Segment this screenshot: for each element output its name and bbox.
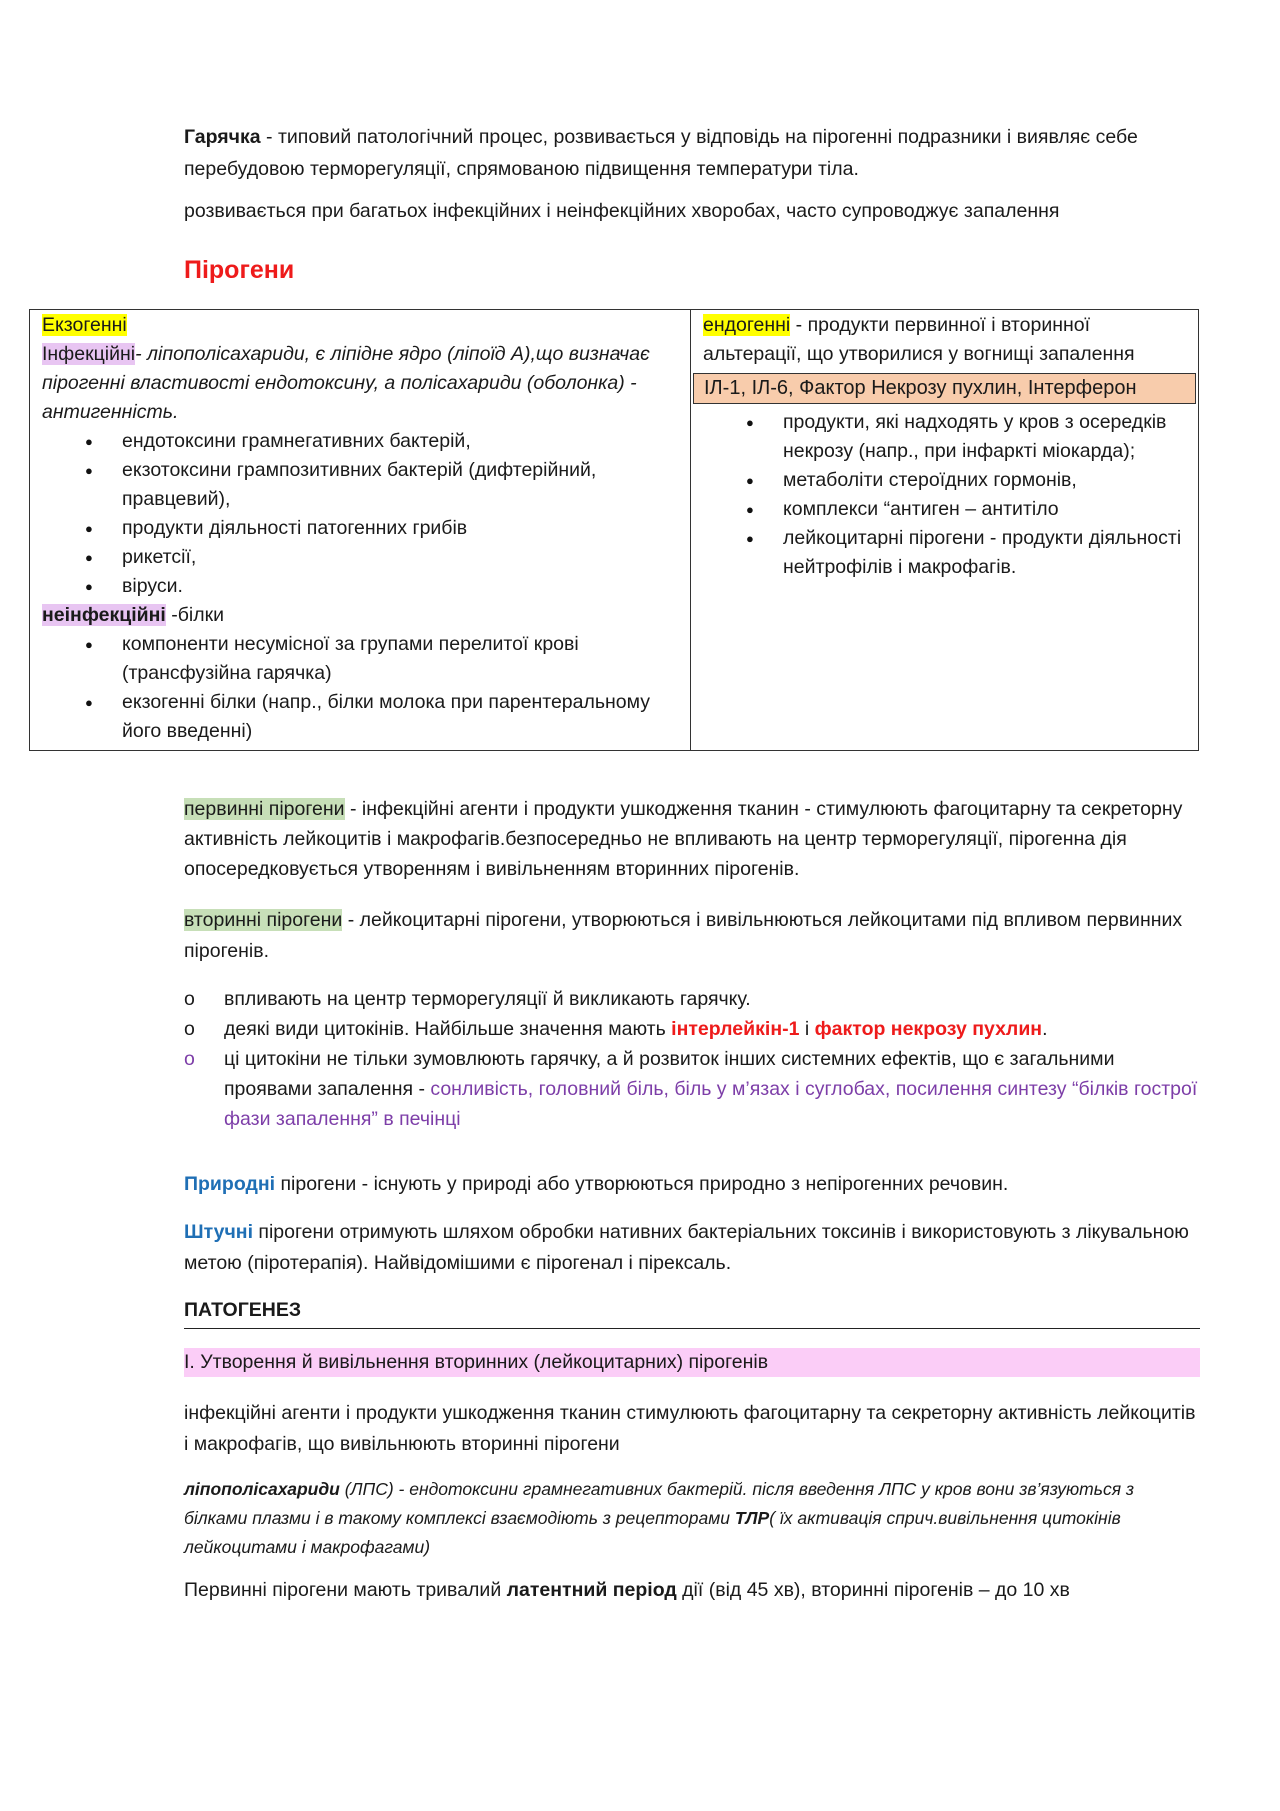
- step1-heading: І. Утворення й вивільнення вторинних (лейкоцитарних) пірогенів: [184, 1348, 1200, 1377]
- pathogenesis-title-block: [184, 1296, 1200, 1329]
- section-heading-pyrogens: Пірогени: [184, 256, 295, 284]
- list-item: ● рикетсії,: [122, 543, 678, 572]
- artificial-label: Штучні: [184, 1221, 253, 1243]
- exogenous-cell: Екзогенні Інфекційні- ліпополісахариди, є ліпідне ядро (ліпоїд А),що визначає пірогенні властивості ендотоксину, а полісахариди (оболонка) - антигенність. ● ендотоксини грамнегативних бактерій, ● екзотоксини грампозитивних бактерій (дифтерійний, правцевий), ● продукти діяльності патогенних грибів ● рикетсії, ● віруси. неінфекційні -білки ● компоненти несумісної за групами перелитої крові (трансфузійна гарячка) ● екзогенні білки (напр., білки молока при парентеральному його введенні): [30, 310, 691, 751]
- intro-section: [184, 121, 1200, 226]
- infectious-list: [42, 427, 678, 601]
- intro-definition: Гарячка - типовий патологічний процес, розвивається у відповідь на пірогенні подразники і виявляє себе перебудовою терморегуляції, спрямованою підвищення температури тіла.: [184, 126, 1138, 180]
- pathogenesis-title: ПАТОГЕНЕЗ: [184, 1296, 1200, 1329]
- latent-period-block: [184, 1576, 1200, 1605]
- pyrogens-table: [29, 309, 1199, 751]
- infectious-text: - ліпополісахариди, є ліпідне ядро (ліпоїд А),що визначає пірогенні властивості ендотоксину, а полісахариди (оболонка) - антигенність.: [42, 343, 650, 423]
- noninfectious-label: неінфекційні: [42, 604, 166, 626]
- latent-period-term: латентний період: [506, 1579, 677, 1601]
- list-item: ● екзогенні білки (напр., білки молока при парентеральному його введенні): [122, 688, 678, 746]
- list-item: ● ендотоксини грамнегативних бактерій,: [122, 427, 678, 456]
- artificial-pyrogens-paragraph: Штучні пірогени отримують шляхом обробки нативних бактеріальних токсинів і використовують з лікувальною метою (піротерапія). Найвідомішими є пірогенал і пірексаль.: [184, 1221, 1189, 1274]
- effects-list-section: [184, 984, 1200, 1134]
- list-item: o деякі види цитокінів. Найбільше значення мають інтерлейкін-1 і фактор некрозу пухлин.: [224, 1014, 1200, 1044]
- secondary-pyrogens-paragraph: вторинні пірогени - лейкоцитарні пірогени, утворюються і вивільнюються лейкоцитами під впливом первинних пірогенів.: [184, 909, 1183, 962]
- list-item: ● метаболіти стероїдних гормонів,: [783, 466, 1186, 495]
- effects-list: [184, 984, 1200, 1134]
- intro-line2: розвивається при багатьох інфекційних і неінфекційних хворобах, часто супроводжує запалення: [184, 200, 1060, 222]
- lps-note: ліпополісахариди (ЛПС) - ендотоксини грамнегативних бактерій. після введення ЛПС у кров вони зв’язуються з білками плазми і в такому комплексі взаємодіють з рецепторами ТЛР( їх активація сприч.вивільнення цитокінів лейкоцитами і макрофагами): [184, 1479, 1135, 1557]
- noninfectious-list: [42, 630, 678, 746]
- endogenous-list: [703, 408, 1186, 582]
- list-item: ● комплекси “антиген – антитіло: [783, 495, 1186, 524]
- pathogenesis-step1-block: [184, 1348, 1200, 1377]
- infectious-label: Інфекційні: [42, 343, 136, 365]
- natural-label: Природні: [184, 1173, 276, 1195]
- interleukin-term: інтерлейкін-1: [671, 1018, 800, 1040]
- list-item: ● компоненти несумісної за групами перелитої крові (трансфузійна гарячка): [122, 630, 678, 688]
- list-item: o ці цитокіни не тільки зумовлюють гарячку, а й розвиток інших системних ефектів, що є загальними проявами запалення - сонливість, головний біль, біль у м’язах і суглобах, посилення синтезу “білків гострої фази запалення” в печінці: [224, 1044, 1200, 1134]
- primary-pyrogens-paragraph: первинні пірогени - інфекційні агенти і продукти ушкодження тканин - стимулюють фагоцитарну та секреторну активність лейкоцитів і макрофагів.безпосередньо не впливають на центр терморегуляції, пірогенна дія опосередковується утворенням і вивільненням вторинних пірогенів.: [184, 798, 1183, 880]
- term-fever: Гарячка: [184, 126, 261, 148]
- list-item: ● екзотоксини грампозитивних бактерій (дифтерійний, правцевий),: [122, 456, 678, 514]
- list-item: ● продукти, які надходять у кров з осередків некрозу (напр., при інфаркті міокарда);: [783, 408, 1186, 466]
- step1-text: інфекційні агенти і продукти ушкодження тканин стимулюють фагоцитарну та секреторну активність лейкоцитів і макрофагів, що вивільнюють вторинні пірогени: [184, 1402, 1196, 1455]
- primary-pyrogens-section: [184, 794, 1200, 884]
- exogenous-label: Екзогенні: [42, 314, 127, 336]
- primary-pyrogens-label: первинні пірогени: [184, 798, 345, 820]
- natural-pyrogens-paragraph: Природні пірогени - існують у природі або утворюються природно з непірогенних речовин.: [184, 1173, 1009, 1195]
- step1-text-block: [184, 1398, 1200, 1460]
- tlr-term: ТЛР: [734, 1508, 770, 1528]
- list-item: ● продукти діяльності патогенних грибів: [122, 514, 678, 543]
- natural-pyrogens-section: [184, 1170, 1200, 1199]
- cytokines-box: ІЛ-1, ІЛ-6, Фактор Некрозу пухлин, Інтерферон: [693, 373, 1196, 404]
- secondary-pyrogens-label: вторинні пірогени: [184, 909, 343, 931]
- lps-note-block: [184, 1475, 1200, 1562]
- lps-term: ліпополісахариди: [184, 1479, 340, 1499]
- systemic-effects-text: сонливість, головний біль, біль у м’язах і суглобах, посилення синтезу “білків гострої фази запалення” в печінці: [224, 1078, 1198, 1130]
- latent-period-text: Первинні пірогени мають тривалий латентний період дії (від 45 хв), вторинні пірогенів – до 10 хв: [184, 1579, 1070, 1601]
- endogenous-cell: ендогенні - продукти первинної і вторинної альтерації, що утворилися у вогнищі запалення ІЛ-1, ІЛ-6, Фактор Некрозу пухлин, Інтерферон ● продукти, які надходять у кров з осередків некрозу (напр., при інфаркті міокарда); ● метаболіти стероїдних гормонів, ● комплекси “антиген – антитіло ● лейкоцитарні пірогени - продукти діяльності нейтрофілів і макрофагів.: [691, 310, 1199, 751]
- secondary-pyrogens-section: [184, 905, 1200, 967]
- artificial-pyrogens-section: [184, 1217, 1200, 1279]
- list-item: ● віруси.: [122, 572, 678, 601]
- endogenous-label: ендогенні: [703, 314, 791, 336]
- tnf-term: фактор некрозу пухлин: [814, 1018, 1043, 1040]
- list-item: o впливають на центр терморегуляції й викликають гарячку.: [224, 984, 1200, 1014]
- list-item: ● лейкоцитарні пірогени - продукти діяльності нейтрофілів і макрофагів.: [783, 524, 1186, 582]
